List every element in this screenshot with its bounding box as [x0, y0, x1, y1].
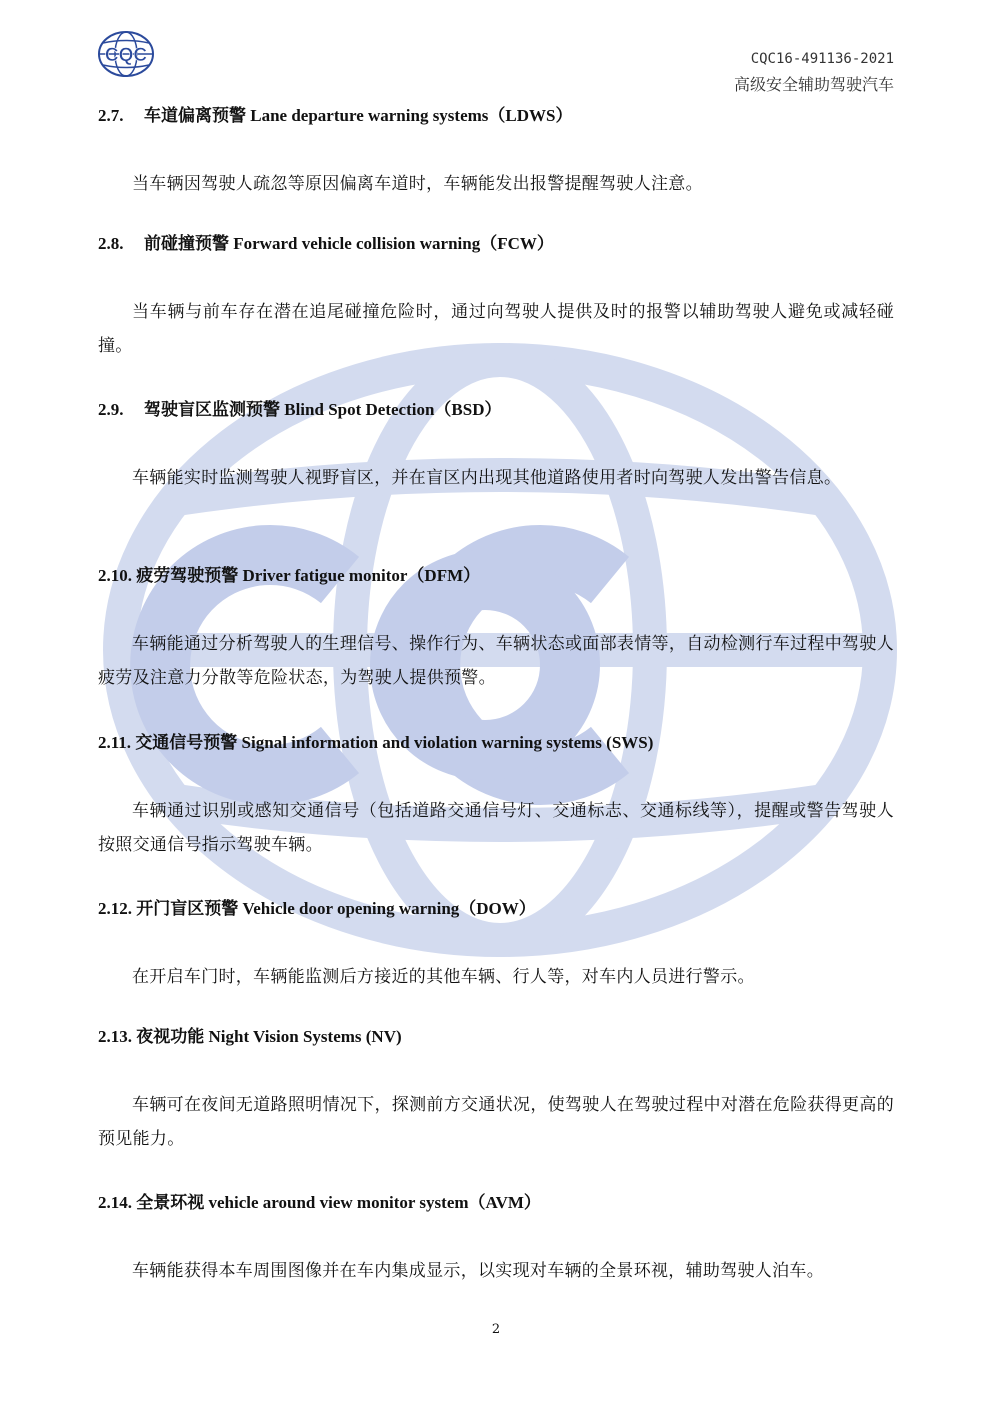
section-2-13	[98, 1025, 894, 1156]
section-2-10	[98, 564, 894, 695]
document-code: CQC16-491136-2021	[750, 51, 894, 67]
section-heading: 2.8. 前碰撞预警 Forward vehicle collision warning（FCW）	[98, 234, 554, 253]
section-paragraph: 车辆能获得本车周围图像并在车内集成显示，以实现对车辆的全景环视，辅助驾驶人泊车。	[132, 1261, 824, 1281]
document-title: 高级安全辅助驾驶汽车	[733, 75, 894, 94]
section-heading: 2.7. 车道偏离预警 Lane departure warning systems（LDWS）	[98, 106, 573, 125]
section-paragraph: 当车辆因驾驶人疏忽等原因偏离车道时，车辆能发出报警提醒驾驶人注意。	[132, 174, 703, 194]
section-paragraph: 车辆通过识别或感知交通信号（包括道路交通信号灯、交通标志、交通标线等），提醒或警告驾驶人按照交通信号指示驾驶车辆。	[98, 801, 894, 855]
cqc-logo-icon	[97, 30, 155, 78]
section-2-11	[98, 731, 894, 862]
logo-text: CQC	[104, 45, 148, 66]
section-heading: 2.11. 交通信号预警 Signal information and violation warning systems (SWS)	[98, 733, 654, 752]
section-paragraph: 当车辆与前车存在潜在追尾碰撞危险时，通过向驾驶人提供及时的报警以辅助驾驶人避免或减轻碰撞。	[98, 302, 894, 356]
section-heading: 2.9. 驾驶盲区监测预警 Blind Spot Detection（BSD）	[98, 400, 502, 419]
section-heading: 2.10. 疲劳驾驶预警 Driver fatigue monitor（DFM）	[98, 566, 481, 585]
section-2-9	[98, 398, 894, 495]
section-2-7	[98, 104, 894, 201]
section-paragraph: 在开启车门时，车辆能监测后方接近的其他车辆、行人等，对车内人员进行警示。	[132, 967, 755, 987]
section-2-8	[98, 232, 894, 363]
page-number: 2	[491, 1322, 501, 1337]
section-heading: 2.13. 夜视功能 Night Vision Systems (NV)	[98, 1027, 402, 1046]
section-paragraph: 车辆能实时监测驾驶人视野盲区，并在盲区内出现其他道路使用者时向驾驶人发出警告信息。	[132, 468, 842, 488]
section-heading: 2.12. 开门盲区预警 Vehicle door opening warning（DOW）	[98, 899, 536, 918]
section-paragraph: 车辆可在夜间无道路照明情况下，探测前方交通状况，使驾驶人在驾驶过程中对潜在危险获得更高的预见能力。	[98, 1095, 894, 1149]
section-heading: 2.14. 全景环视 vehicle around view monitor system（AVM）	[98, 1193, 541, 1212]
section-paragraph: 车辆能通过分析驾驶人的生理信号、操作行为、车辆状态或面部表情等，自动检测行车过程中驾驶人疲劳及注意力分散等危险状态，为驾驶人提供预警。	[98, 634, 894, 688]
section-2-14	[98, 1191, 894, 1288]
section-2-12	[98, 897, 894, 994]
